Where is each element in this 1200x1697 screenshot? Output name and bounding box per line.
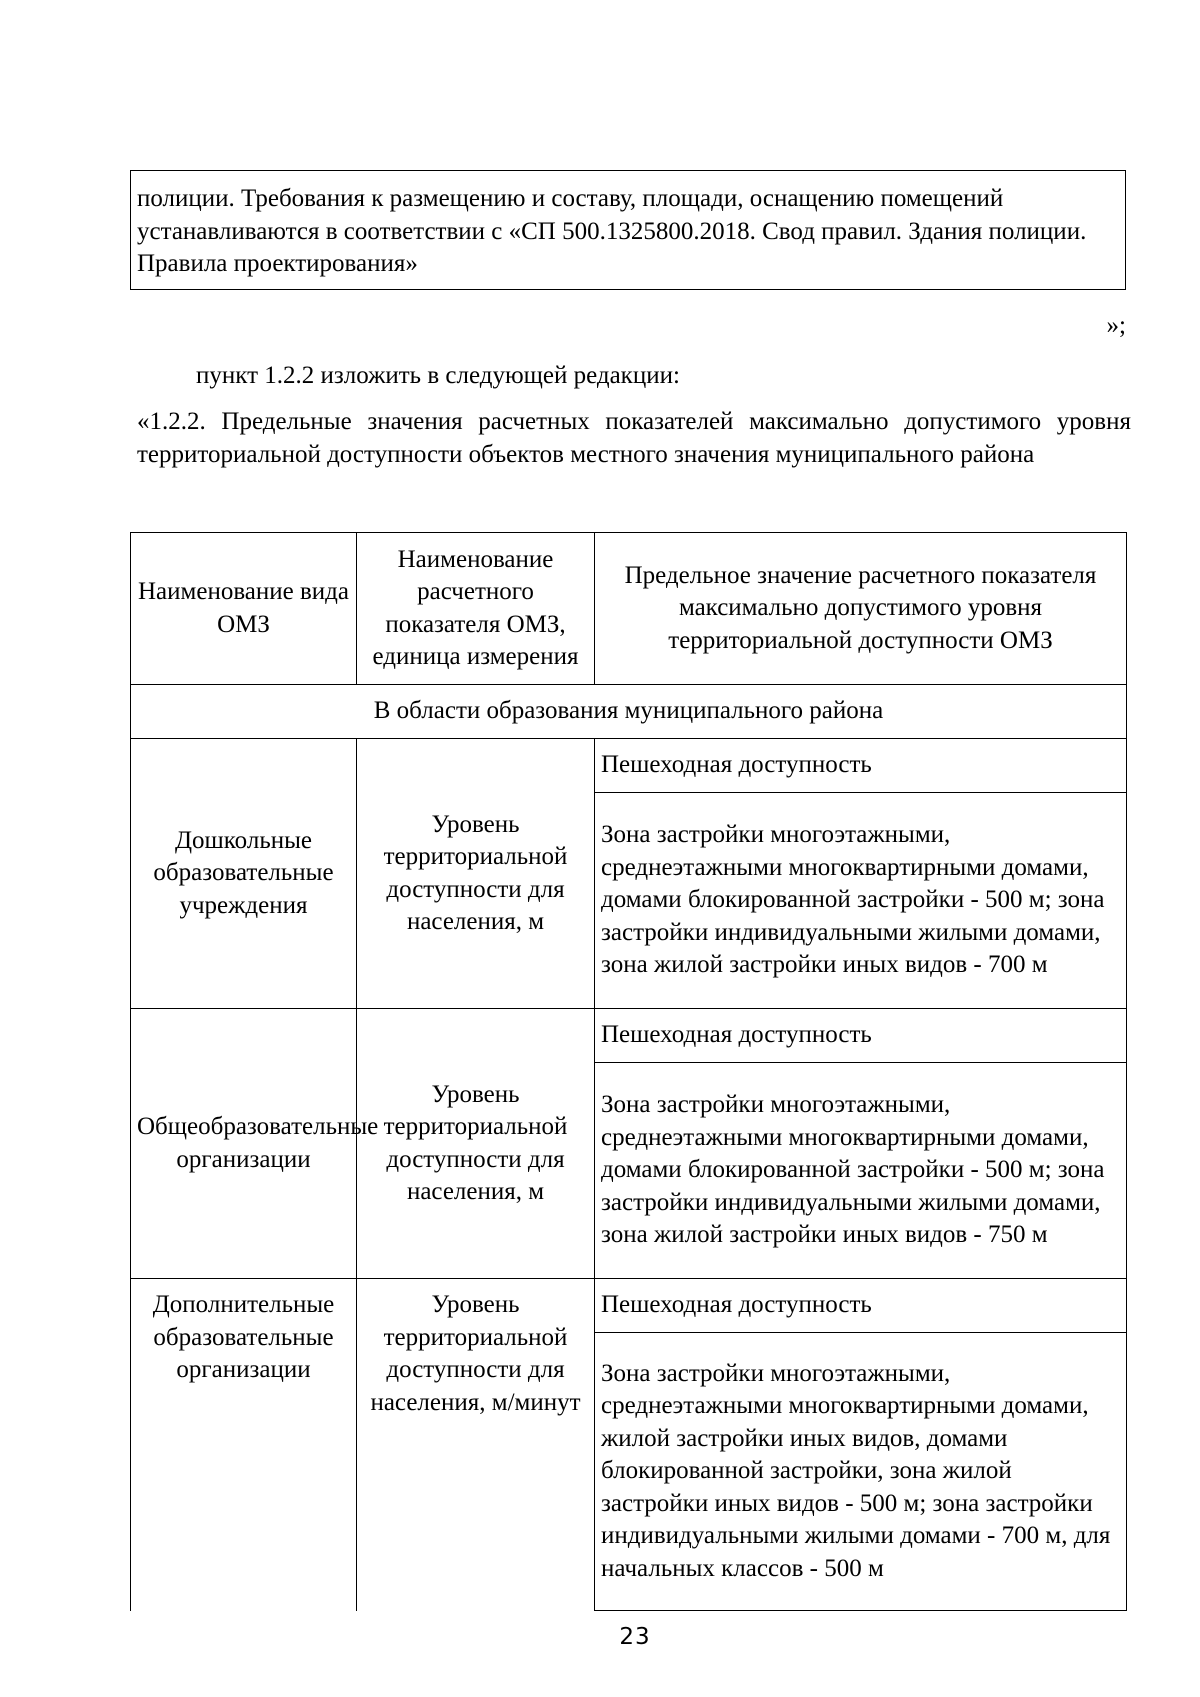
heading-paragraph: «1.2.2. Предельные значения расчетных показателей максимально допустимого уровня территориальной доступности объектов местного значения муниципального района [137,408,1131,468]
table-header-row [131,533,1127,685]
section-title: В области образования муниципального района [131,685,1127,739]
quote-end: »; [1106,312,1126,339]
row-value: Зона застройки многоэтажными, среднеэтажными многоквартирными домами, домами блокированной застройки - 500 м; зона застройки индивидуальными жилыми домами, зона жилой застройки иных видов - 750 м [595,1063,1127,1279]
row-access-type: Пешеходная доступность [595,1279,1127,1333]
header-value: Предельное значение расчетного показателя максимально допустимого уровня территориальной доступности ОМЗ [595,533,1127,685]
row-indicator: Уровень территориальной доступности для населения, м/минут [357,1279,595,1611]
section-row [131,685,1127,739]
row-indicator: Уровень территориальной доступности для населения, м [357,1009,595,1279]
table-row [131,739,1127,793]
header-indicator: Наименование расчетного показателя ОМЗ, единица измерения [357,533,595,685]
row-type: Дополнительные образовательные организации [131,1279,357,1611]
row-type: Общеобразовательные организации [131,1009,357,1279]
table-row [131,1279,1127,1333]
header-type: Наименование вида ОМЗ [131,533,357,685]
page-number: 23 [619,1624,651,1650]
row-type: Дошкольные образовательные учреждения [131,739,357,1009]
row-access-type: Пешеходная доступность [595,739,1127,793]
intro-box-text: полиции. Требования к размещению и составу, площади, оснащению помещений устанавливаются в соответствии с «СП 500.1325800.2018. Свод правил. Здания полиции. Правила проектирования» [137,185,1087,277]
row-value: Зона застройки многоэтажными, среднеэтажными многоквартирными домами, жилой застройки иных видов, домами блокированной застройки, зона жилой застройки иных видов - 500 м; зона застройки индивидуальными жилыми домами - 700 м, для начальных классов - 500 м [595,1333,1127,1611]
table-row [131,1009,1127,1063]
intro-box [130,170,1126,290]
standards-table [130,532,1127,1611]
row-access-type: Пешеходная доступность [595,1009,1127,1063]
row-indicator: Уровень территориальной доступности для населения, м [357,739,595,1009]
intro-paragraph: пункт 1.2.2 изложить в следующей редакции: [196,362,680,389]
row-value: Зона застройки многоэтажными, среднеэтажными многоквартирными домами, домами блокированной застройки - 500 м; зона застройки индивидуальными жилыми домами, зона жилой застройки иных видов - 700 м [595,793,1127,1009]
